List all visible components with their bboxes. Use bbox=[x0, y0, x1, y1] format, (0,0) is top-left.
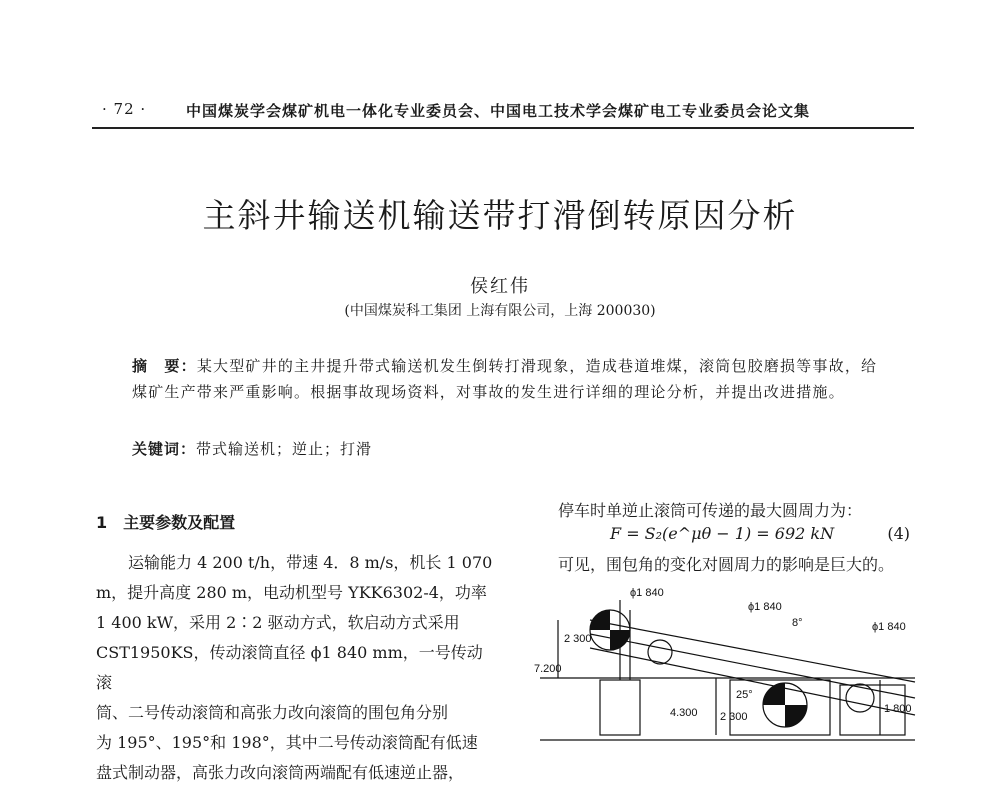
figure-label: 2 300 bbox=[720, 711, 748, 723]
pulley-shade bbox=[610, 630, 630, 650]
running-title: 中国煤炭学会煤矿机电一体化专业委员会、中国电工技术学会煤矿电工专业委员会论文集 bbox=[186, 102, 811, 120]
body-line: 运输能力 4 200 t/h，带速 4．8 m/s，机长 1 070 bbox=[96, 553, 493, 572]
body-line: CST1950KS，传动滚筒直径 ϕ1 840 mm，一号传动滚 bbox=[96, 643, 483, 692]
section-heading: 1 主要参数及配置 bbox=[96, 513, 236, 532]
figure-label: ϕ1 840 bbox=[872, 621, 906, 633]
figure-label: 8° bbox=[792, 617, 803, 629]
pulley-circle bbox=[648, 640, 672, 664]
figure-label: 1 800 bbox=[884, 703, 912, 715]
belt-line bbox=[590, 648, 915, 715]
author-name: 侯红伟 bbox=[470, 276, 530, 297]
pulley-shade bbox=[785, 705, 807, 727]
abstract-label: 摘 要： bbox=[132, 357, 197, 375]
body-line: m，提升高度 280 m，电动机型号 YKK6302-4，功率 bbox=[96, 583, 487, 602]
keywords-text: 带式输送机；逆止；打滑 bbox=[196, 440, 373, 458]
figure-label: 25° bbox=[736, 689, 753, 701]
affiliation: (中国煤炭科工集团 上海有限公司，上海 200030) bbox=[344, 303, 656, 319]
abstract bbox=[132, 353, 892, 405]
keywords-label: 关键词： bbox=[132, 440, 197, 458]
figure-label: 2 300 bbox=[564, 633, 592, 645]
body-line: 筒、二号传动滚筒和高张力改向滚筒的围包角分别 bbox=[96, 703, 449, 722]
pulley-circle bbox=[846, 684, 874, 712]
page-number: · 72 · bbox=[102, 100, 147, 118]
right-text-line: 停车时单逆止滚筒可传递的最大圆周力为： bbox=[558, 501, 863, 520]
header-rule bbox=[92, 127, 914, 129]
conveyor-drive-diagram bbox=[530, 580, 930, 742]
equation-body: F = S₂(e^μθ − 1) = 692 kN bbox=[610, 524, 835, 543]
abstract-text: 某大型矿井的主井提升带式输送机发生倒转打滑现象，造成巷道堆煤，滚筒包胶磨损等事故，给煤矿生产带来严重影响。根据事故现场资料，对事故的发生进行详细的理论分析，并提出改进措施。 bbox=[132, 357, 878, 401]
figure-label: ϕ1 840 bbox=[748, 601, 782, 613]
body-line: 为 195°、195°和 198°，其中二号传动滚筒配有低速 bbox=[96, 733, 478, 752]
body-line: 盘式制动器，高张力改向滚筒两端配有低速逆止器， bbox=[96, 763, 465, 782]
body-line: 1 400 kW，采用 2∶2 驱动方式，软启动方式采用 bbox=[96, 613, 460, 632]
equation-number: (4) bbox=[887, 524, 910, 543]
figure-label: 7.200 bbox=[534, 663, 562, 675]
running-header bbox=[92, 96, 914, 124]
paper-title: 主斜井输送机输送带打滑倒转原因分析 bbox=[202, 196, 798, 235]
equation bbox=[610, 524, 910, 543]
figure-label: ϕ1 840 bbox=[630, 587, 664, 599]
machine-block bbox=[600, 680, 640, 735]
section-body bbox=[96, 548, 496, 788]
pulley-shade bbox=[590, 610, 610, 630]
figure-label: 4.300 bbox=[670, 707, 698, 719]
keywords bbox=[132, 438, 372, 459]
right-text-line: 可见，围包角的变化对圆周力的影响是巨大的。 bbox=[558, 555, 895, 574]
belt-line bbox=[590, 620, 915, 682]
pulley-shade bbox=[763, 683, 785, 705]
